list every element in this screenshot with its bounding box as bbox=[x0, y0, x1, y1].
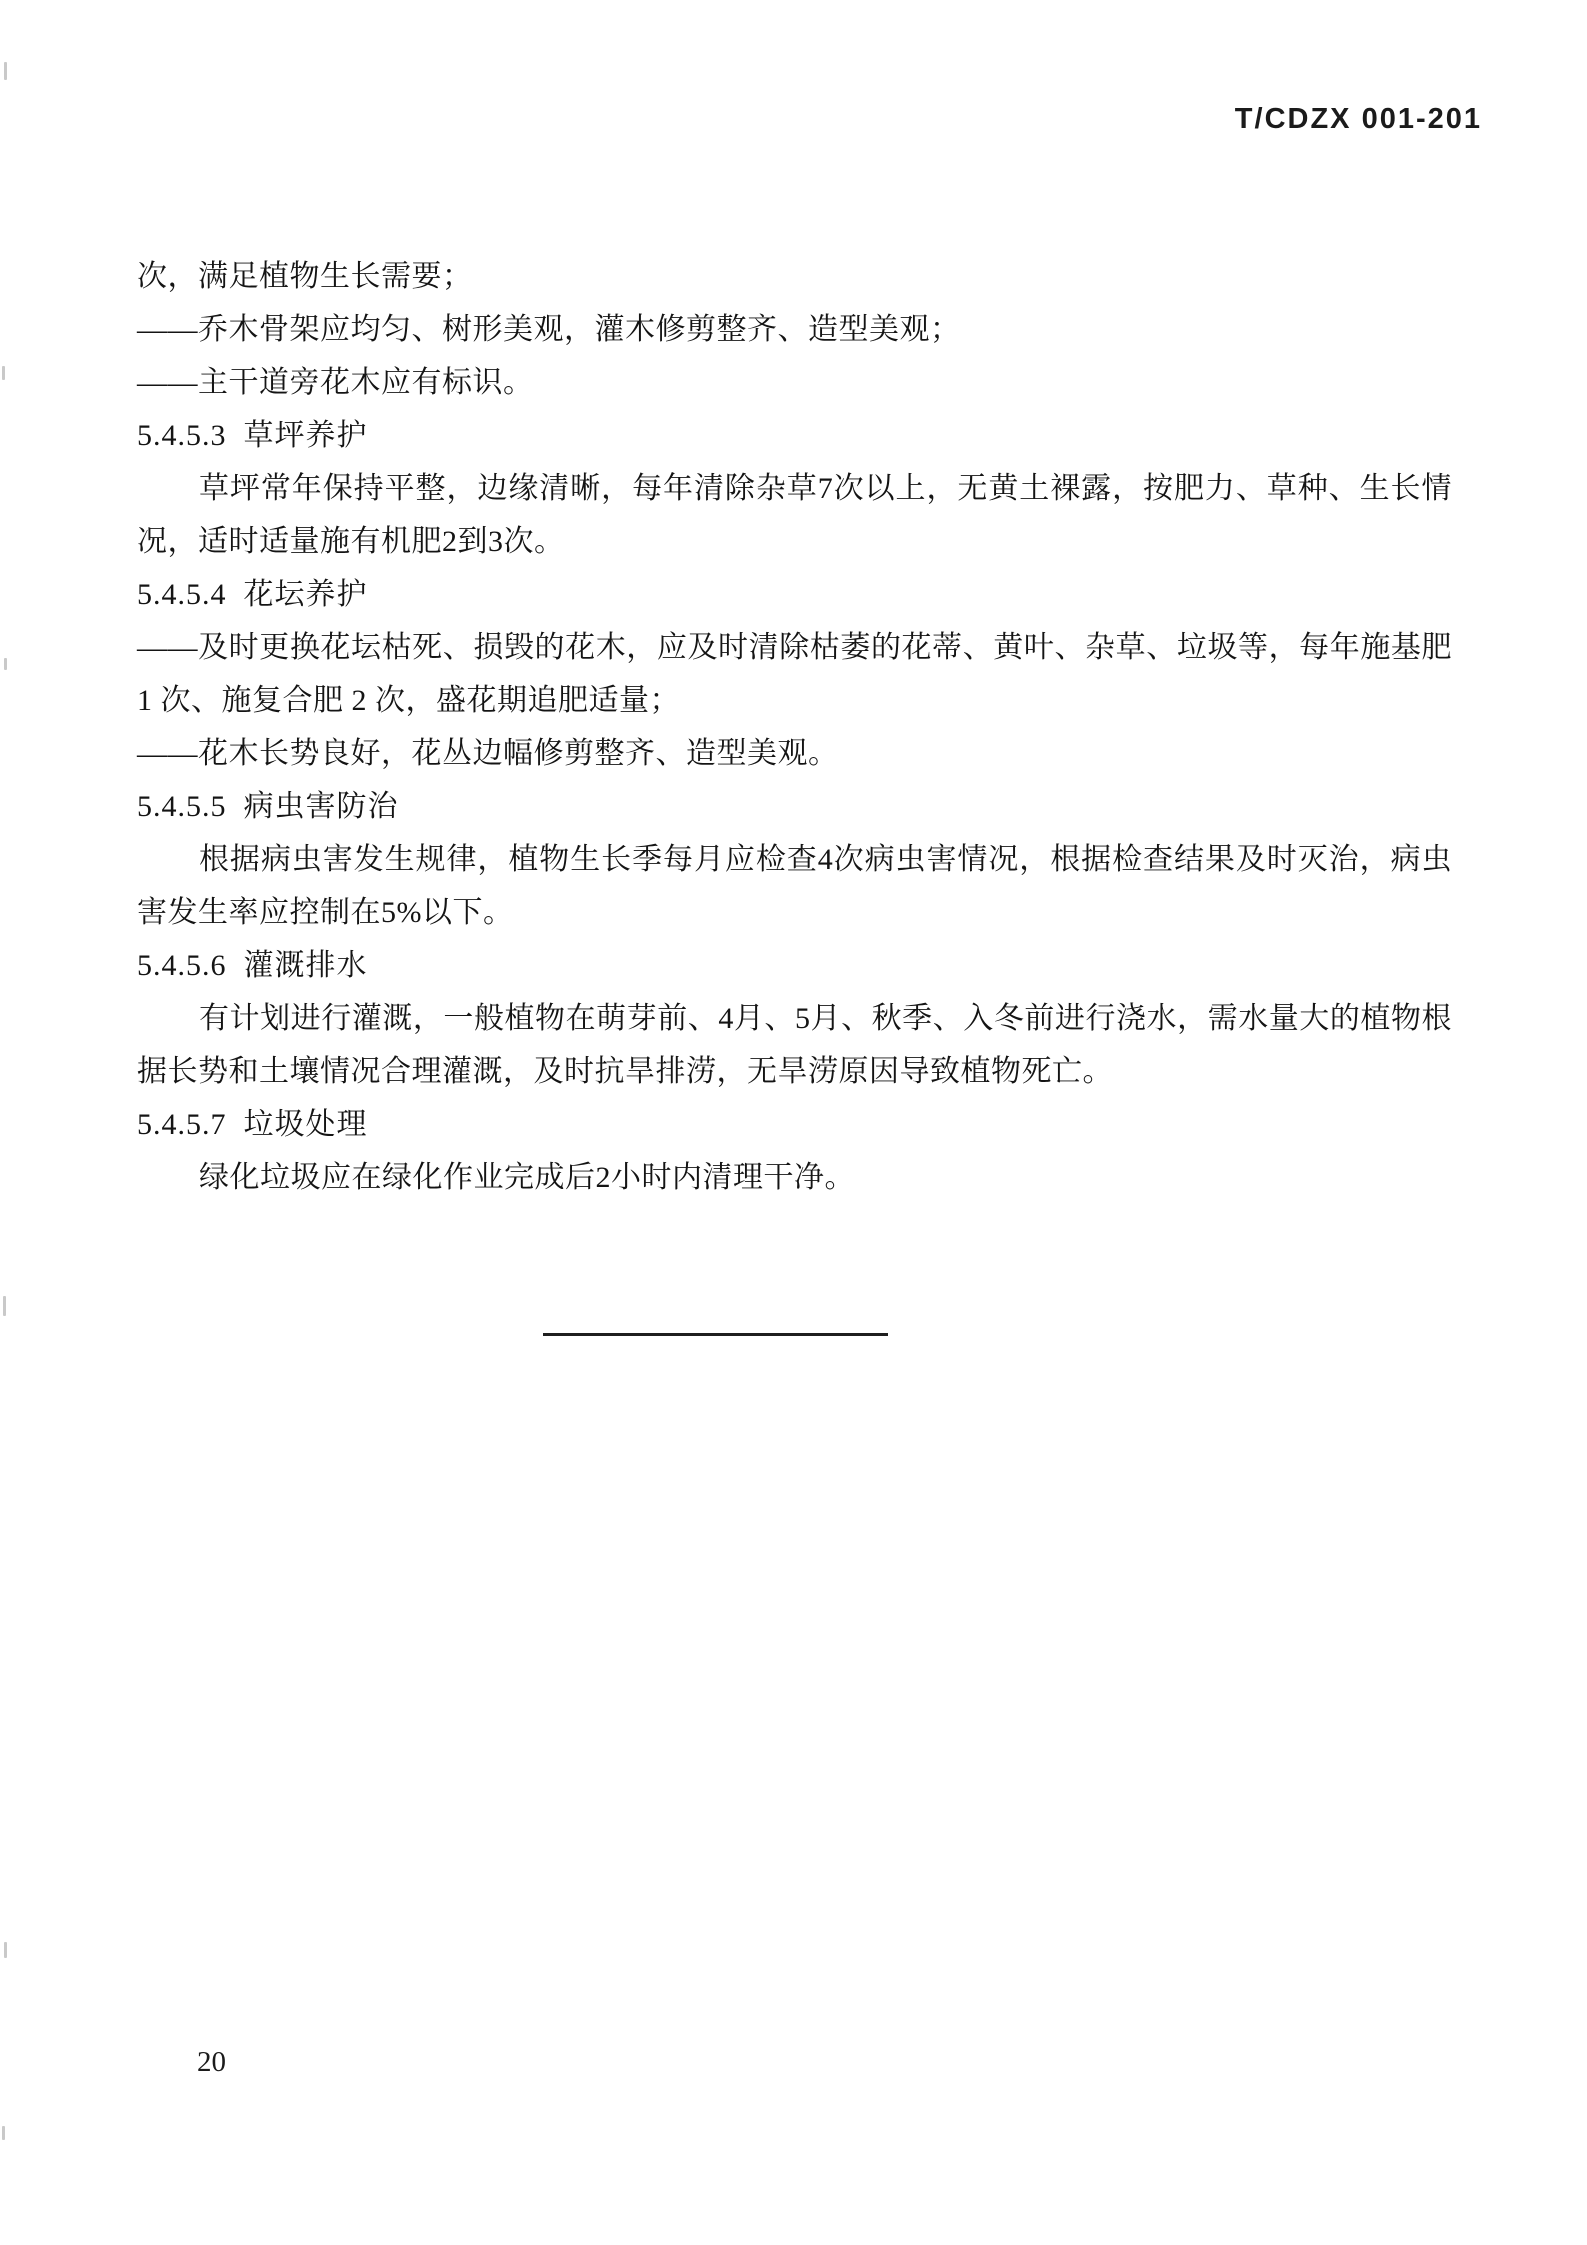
body-line: 据长势和土壤情况合理灌溉，及时抗旱排涝，无旱涝原因导致植物死亡。 bbox=[137, 1055, 1113, 1088]
body-line: 绿化垃圾应在绿化作业完成后2小时内清理干净。 bbox=[199, 1161, 855, 1194]
dash-item: ——主干道旁花木应有标识。 bbox=[137, 366, 534, 399]
clause-heading: 5.4.5.5 病虫害防治 bbox=[137, 790, 399, 823]
clause-heading: 5.4.5.3 草坪养护 bbox=[137, 419, 368, 452]
standard-number-header: T/CDZX 001-201 bbox=[1234, 103, 1482, 135]
dash-item: ——花木长势良好，花丛边幅修剪整齐、造型美观。 bbox=[137, 737, 839, 770]
body-line: 害发生率应控制在5%以下。 bbox=[137, 896, 514, 929]
scan-artifact bbox=[4, 1942, 7, 1958]
body-line: 有计划进行灌溉，一般植物在萌芽前、4月、5月、秋季、入冬前进行浇水，需水量大的植物根 bbox=[199, 1002, 1452, 1035]
scan-artifact bbox=[3, 1296, 6, 1316]
document-body bbox=[137, 250, 1452, 1204]
clause-heading: 5.4.5.7 垃圾处理 bbox=[137, 1108, 368, 1141]
page-number: 20 bbox=[197, 2046, 226, 2078]
clause-heading: 5.4.5.6 灌溉排水 bbox=[137, 949, 368, 982]
dash-item: ——乔木骨架应均匀、树形美观，灌木修剪整齐、造型美观； bbox=[137, 313, 961, 346]
scan-artifact bbox=[2, 366, 5, 380]
dash-item: ——及时更换花坛枯死、损毁的花木，应及时清除枯萎的花蒂、黄叶、杂草、垃圾等，每年施基肥 bbox=[137, 631, 1452, 664]
body-line: 次，满足植物生长需要； bbox=[137, 260, 473, 293]
body-line: 况，适时适量施有机肥2到3次。 bbox=[137, 525, 565, 558]
body-line: 根据病虫害发生规律，植物生长季每月应检查4次病虫害情况，根据检查结果及时灭治，病虫 bbox=[199, 843, 1452, 876]
clause-heading: 5.4.5.4 花坛养护 bbox=[137, 578, 368, 611]
body-line: 草坪常年保持平整，边缘清晰，每年清除杂草7次以上，无黄土裸露，按肥力、草种、生长情 bbox=[199, 472, 1452, 505]
scan-artifact bbox=[4, 62, 7, 80]
body-line: 1 次、施复合肥 2 次，盛花期追肥适量； bbox=[137, 684, 680, 717]
scan-artifact bbox=[2, 2126, 5, 2140]
end-of-text-divider bbox=[543, 1333, 888, 1336]
scan-artifact bbox=[4, 658, 7, 670]
